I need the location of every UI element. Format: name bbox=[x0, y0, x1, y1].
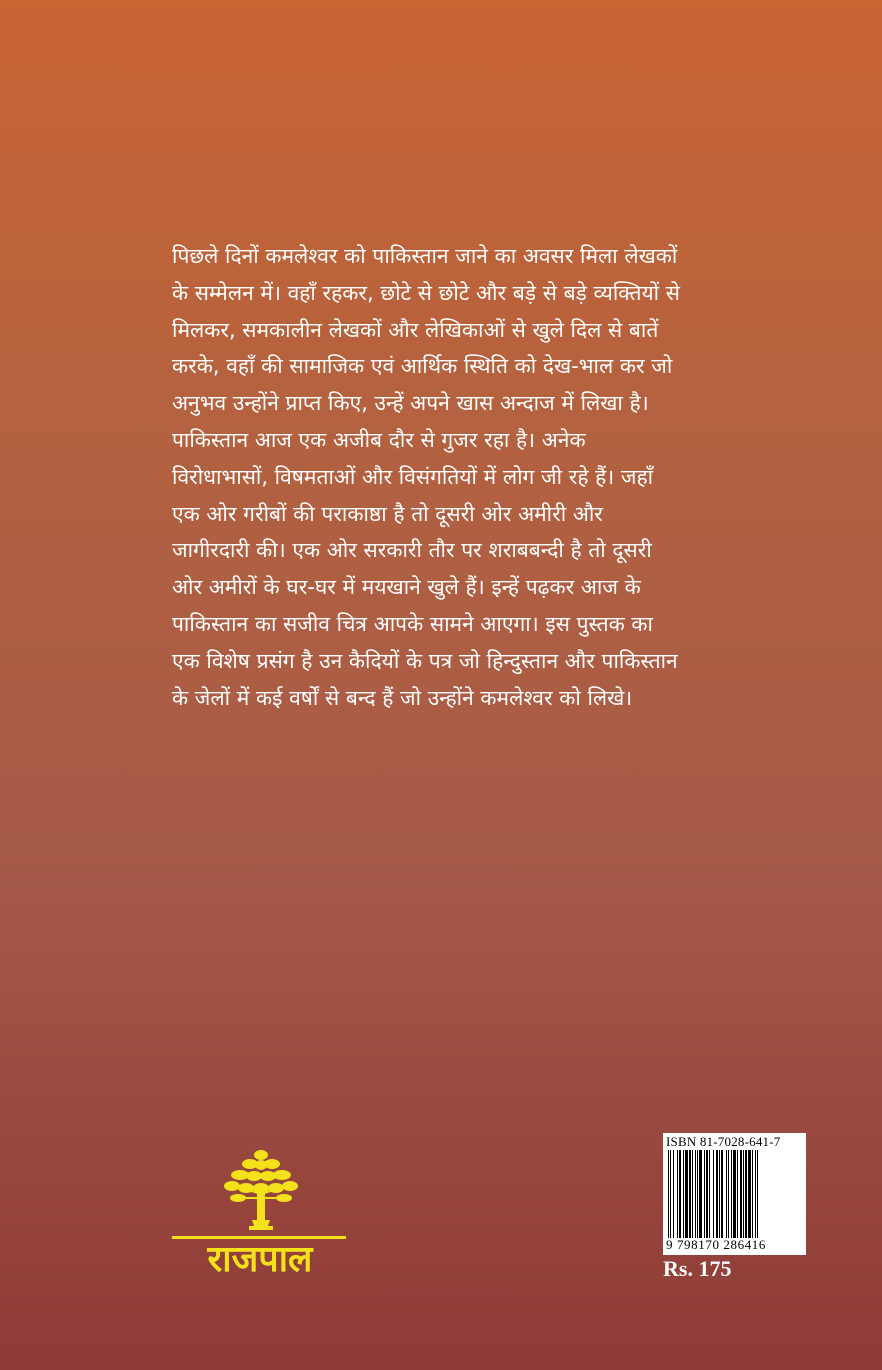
isbn-barcode bbox=[663, 1133, 806, 1255]
blurb-line: करके, वहाँ की सामाजिक एवं आर्थिक स्थिति को देख-भाल कर जो bbox=[172, 354, 673, 379]
blurb-line: विरोधाभासों, विषमताओं और विसंगतियों में लोग जी रहे हैं। जहाँ bbox=[172, 464, 654, 489]
ean-digits: 9 798170 286416 bbox=[666, 1237, 766, 1252]
blurb-line: मिलकर, समकालीन लेखकों और लेखिकाओं से खुले दिल से बातें bbox=[172, 317, 659, 342]
isbn-label: ISBN 81-7028-641-7 bbox=[666, 1134, 781, 1149]
tree-icon bbox=[222, 1148, 300, 1232]
blurb-line: एक ओर गरीबों की पराकाष्ठा है तो दूसरी ओर अमीरी और bbox=[172, 501, 603, 526]
blurb-line: एक विशेष प्रसंग है उन कैदियों के पत्र जो हिन्दुस्तान और पाकिस्तान bbox=[172, 648, 678, 673]
publisher-logo bbox=[172, 1148, 348, 1288]
barcode-bars bbox=[666, 1150, 803, 1238]
blurb-line: के जेलों में कई वर्षों से बन्द हैं जो उन्होंने कमलेश्वर को लिखे। bbox=[172, 685, 633, 710]
blurb-line: पिछले दिनों कमलेश्वर को पाकिस्तान जाने का अवसर मिला लेखकों bbox=[172, 244, 678, 268]
blurb-line: पाकिस्तान आज एक अजीब दौर से गुजर रहा है। अनेक bbox=[172, 427, 586, 452]
blurb-line: अनुभव उन्होंने प्राप्त किए, उन्हें अपने खास अन्दाज में लिखा है। bbox=[172, 391, 649, 416]
price-label: Rs. 175 bbox=[663, 1256, 732, 1281]
blurb-line: जागीरदारी की। एक ओर सरकारी तौर पर शराबबन्दी है तो दूसरी bbox=[172, 538, 652, 563]
blurb-text bbox=[172, 238, 772, 716]
blurb-line: के सम्मेलन में। वहाँ रहकर, छोटे से छोटे और बड़े से बड़े व्यक्तियों से bbox=[172, 280, 680, 305]
publisher-name: राजपाल bbox=[207, 1239, 313, 1280]
blurb-line: पाकिस्तान का सजीव चित्र आपके सामने आएगा। इस पुस्तक का bbox=[172, 611, 653, 636]
blurb-line: ओर अमीरों के घर-घर में मयखाने खुले हैं। इन्हें पढ़कर आज के bbox=[172, 575, 641, 600]
